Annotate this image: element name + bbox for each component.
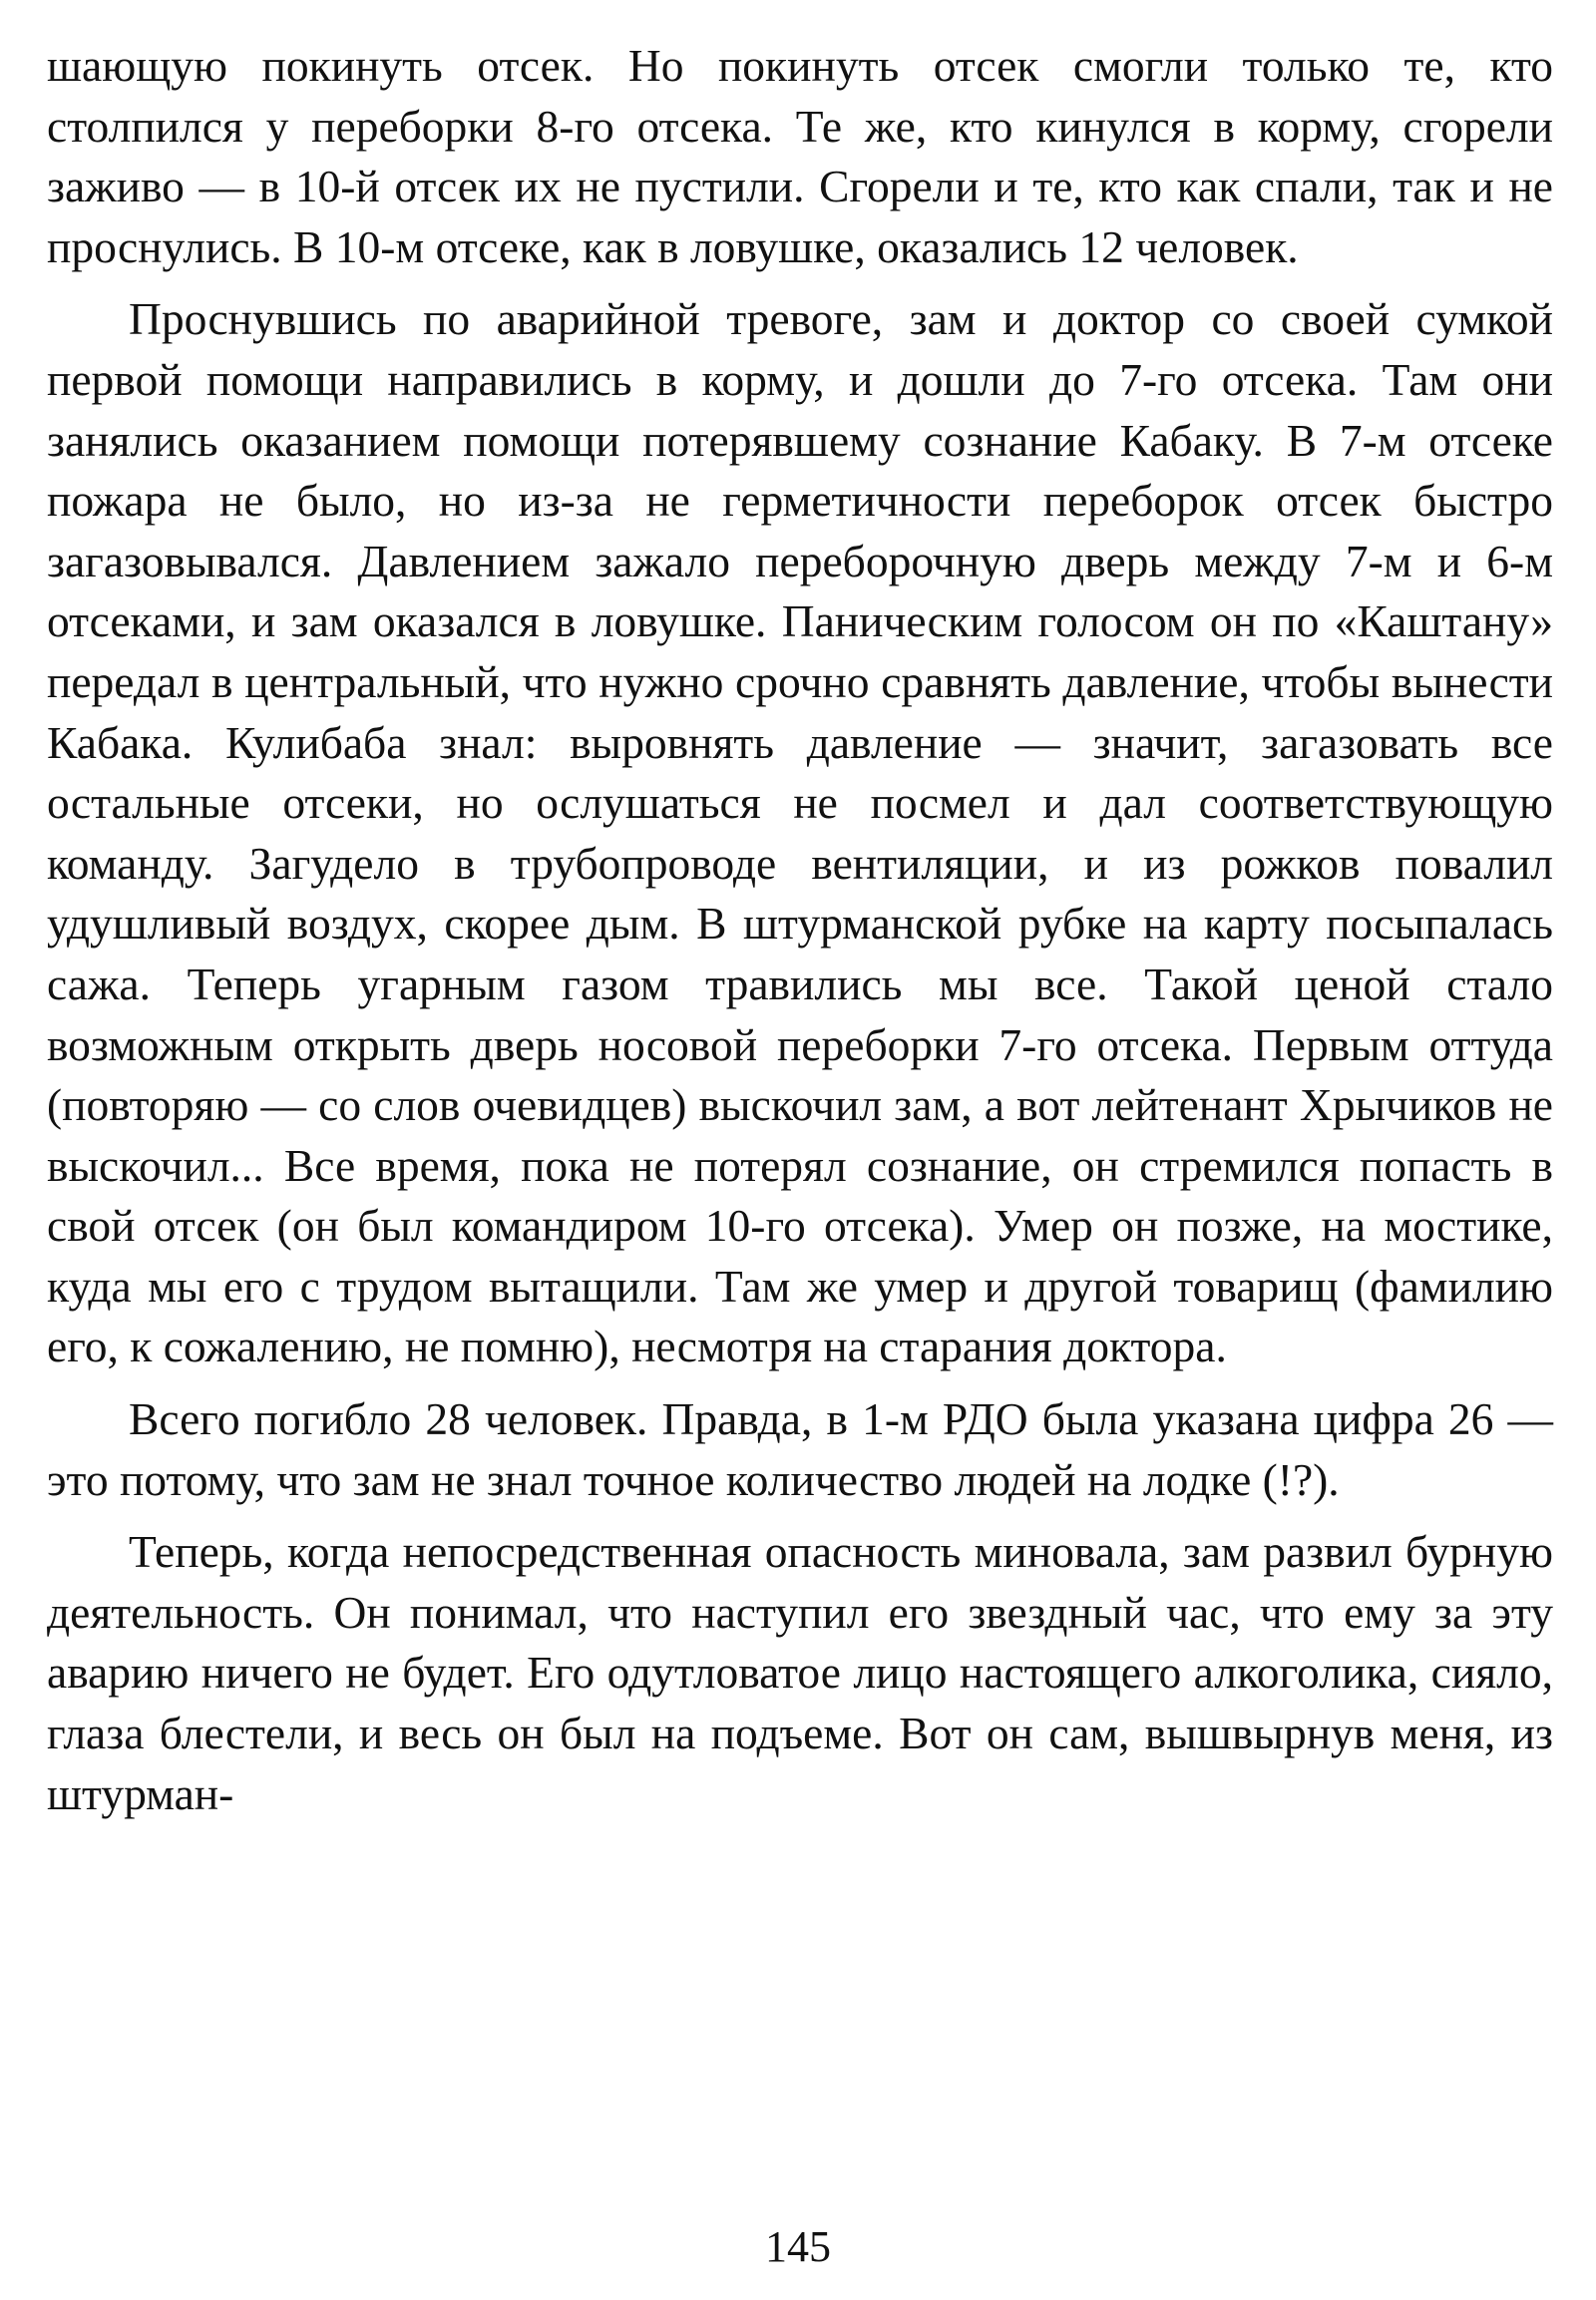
paragraph-4: Теперь, когда непосредственная опасность миновала, зам развил бурную деятельность. Он понимал, что наступил его звездный час, что ему за эту аварию ничего не будет. Его одутловатое лицо настоящего алкоголика, сияло, глаза блестели, и весь он был на подъеме. Вот он сам, вышвырнув меня, из штурман- [47,1526,1553,1819]
page-number: 145 [765,2222,831,2271]
paragraph-3: Всего погибло 28 человек. Правда, в 1-м РДО была указана цифра 26 — это потому, что зам не знал точное количество людей на лодке (!?). [47,1393,1553,1505]
paragraph-1: шающую покинуть отсек. Но покинуть отсек смогли только те, кто столпился у переборки 8-го отсека. Те же, кто кинулся в корму, сгорели заживо — в 10-й отсек их не пустили. Сгорели и те, кто как спали, так и не проснулись. В 10-м отсеке, как в ловушке, оказались 12 человек. [47,40,1553,272]
page-text [47,36,1553,1824]
paragraph-2: Проснувшись по аварийной тревоге, зам и доктор со своей сумкой первой помощи направились в корму, и дошли до 7-го отсека. Там они занялись оказанием помощи потерявшему сознание Кабаку. В 7-м отсеке пожара не было, но из-за не герметичности переборок отсек быстро загазовывался. Давлением зажало переборочную дверь между 7-м и 6-м отсеками, и зам оказался в ловушке. Паническим голосом он по «Каштану» передал в центральный, что нужно срочно сравнять давление, чтобы вынести Кабака. Кулибаба знал: выровнять давление — значит, загазовать все остальные отсеки, но ослушаться не посмел и дал соответствующую команду. Загудело в трубопроводе вентиляции, и из рожков повалил удушливый воздух, скорее дым. В штурманской рубке на карту посыпалась сажа. Теперь угарным газом травились мы все. Такой ценой стало возможным открыть дверь носовой переборки 7-го отсека. Первым оттуда (повторяю — со слов очевидцев) выскочил зам, а вот лейтенант Хрычиков не выскочил... Все время, пока не потерял сознание, он стремился попасть в свой отсек (он был командиром 10-го отсека). Умер он позже, на мостике, куда мы его с трудом вытащили. Там же умер и другой товарищ (фамилию его, к сожалению, не помню), несмотря на старания доктора. [47,293,1553,1372]
